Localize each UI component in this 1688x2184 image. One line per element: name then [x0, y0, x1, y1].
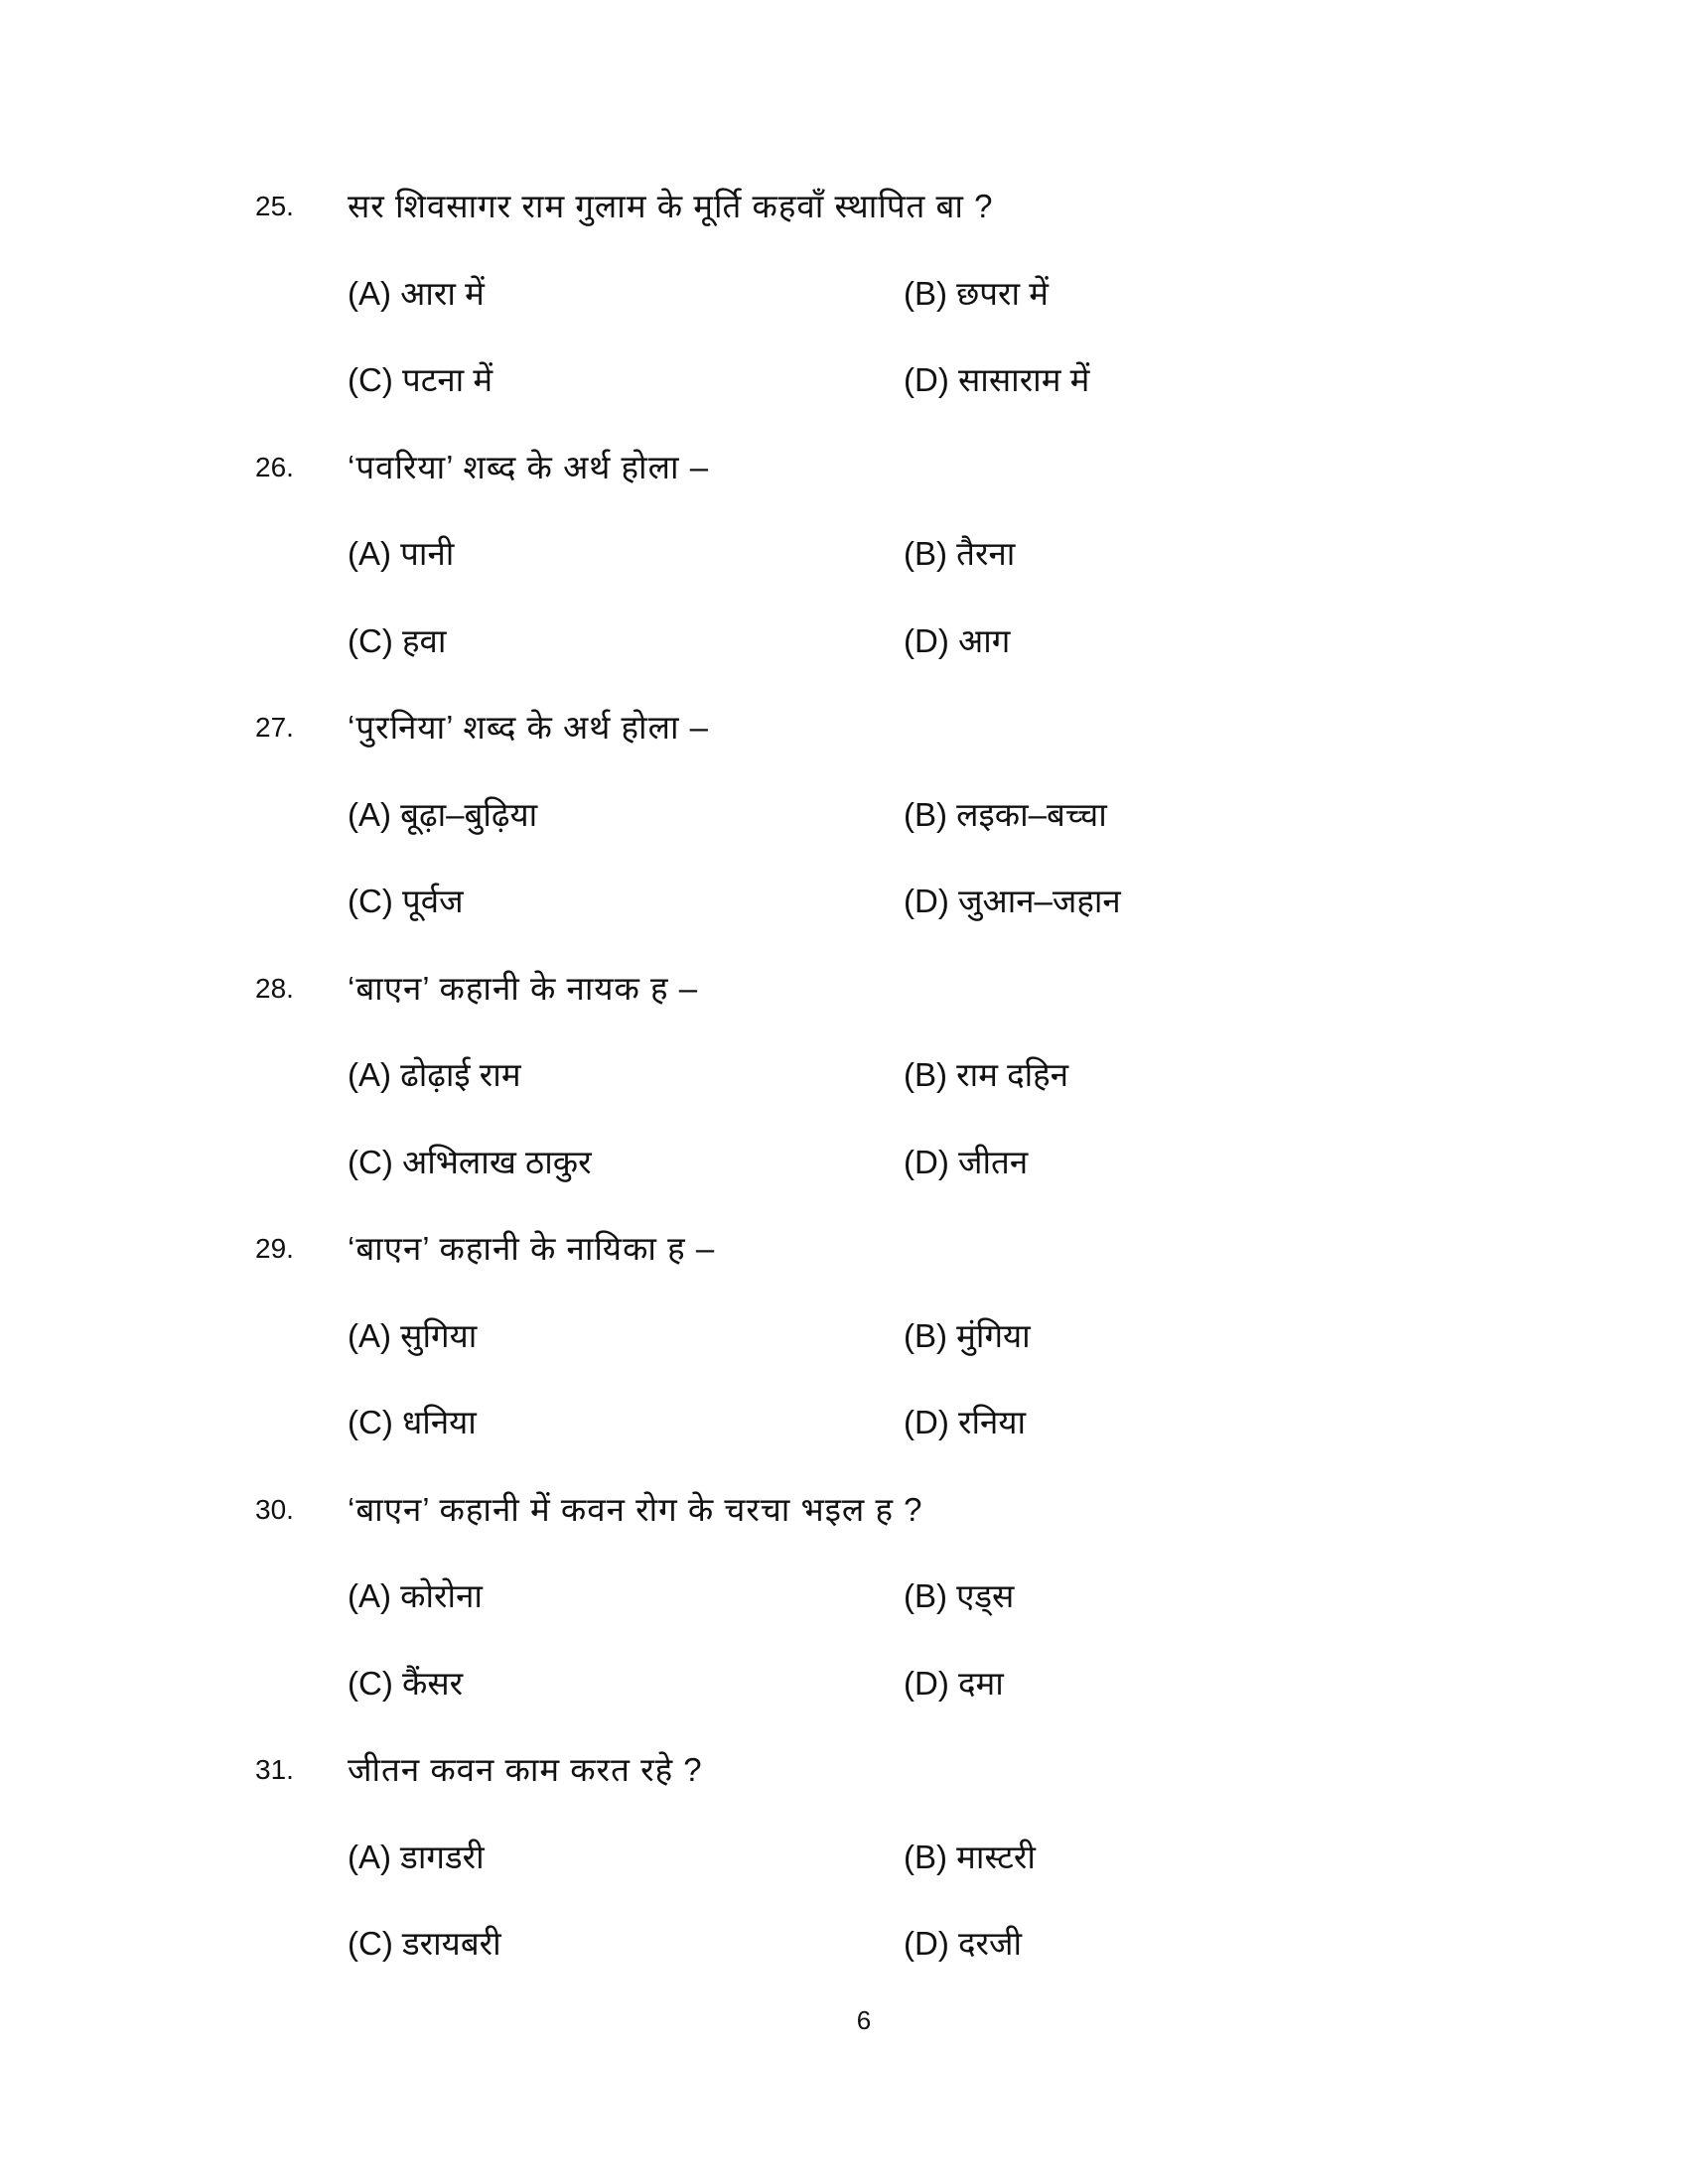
question-row — [0, 1466, 1688, 1554]
option-a: (A) आरा में — [348, 274, 485, 312]
question-block — [0, 684, 1688, 945]
option-d: (D) जुआन–जहान — [904, 883, 1121, 919]
option-d: (D) सासाराम में — [904, 361, 1090, 398]
option-a: (A) डागडरी — [348, 1838, 485, 1875]
question-number: 27. — [255, 712, 294, 743]
page-number: 6 — [856, 2005, 872, 2035]
question-block — [0, 1205, 1688, 1466]
option-a: (A) बूढ़ा–बुढ़िया — [348, 795, 538, 833]
question-text: ‘बाएन’ कहानी के नायक ह – — [348, 969, 699, 1007]
option-d: (D) जीतन — [904, 1143, 1029, 1180]
question-number: 31. — [255, 1754, 294, 1785]
question-text: ‘पवरिया’ शब्द के अर्थ होला – — [348, 448, 710, 485]
option-a: (A) ढोढ़ाई राम — [348, 1056, 521, 1093]
option-b: (B) मास्टरी — [904, 1838, 1036, 1875]
question-row — [0, 1205, 1688, 1293]
options-row — [0, 771, 1688, 859]
question-text: सर शिवसागर राम गुलाम के मूर्ति कहवाँ स्थापित बा ? — [348, 188, 994, 224]
option-c: (C) पटना में — [348, 361, 493, 398]
question-block — [0, 163, 1688, 424]
question-row — [0, 163, 1688, 250]
question-number: 26. — [255, 451, 294, 482]
option-c: (C) धनिया — [348, 1404, 477, 1440]
option-b: (B) लइका–बच्चा — [904, 795, 1107, 833]
question-row — [0, 684, 1688, 771]
option-d: (D) रनिया — [904, 1404, 1027, 1440]
question-text: ‘पुरनिया’ शब्द के अर्थ होला – — [348, 709, 710, 746]
question-row — [0, 1726, 1688, 1814]
question-block — [0, 1466, 1688, 1727]
question-row — [0, 424, 1688, 511]
option-b: (B) तैरना — [904, 535, 1016, 572]
options-row — [0, 1293, 1688, 1380]
question-number: 25. — [255, 191, 294, 221]
question-block — [0, 1726, 1688, 1987]
option-c: (C) पूर्वज — [348, 883, 464, 919]
options-row — [0, 858, 1688, 945]
option-b: (B) एड्स — [904, 1577, 1015, 1614]
options-row — [0, 510, 1688, 598]
option-c: (C) अभिलाख ठाकुर — [348, 1143, 592, 1180]
option-a: (A) कोरोना — [348, 1577, 483, 1614]
options-row — [0, 598, 1688, 685]
question-number: 28. — [255, 972, 294, 1004]
option-b: (B) छपरा में — [904, 274, 1049, 312]
question-text: ‘बाएन’ कहानी में कवन रोग के चरचा भइल ह ? — [348, 1490, 923, 1528]
option-a: (A) सुगिया — [348, 1316, 478, 1354]
option-d: (D) दमा — [904, 1664, 1004, 1702]
options-row — [0, 1031, 1688, 1119]
question-number: 29. — [255, 1233, 294, 1264]
options-row — [0, 1379, 1688, 1466]
option-a: (A) पानी — [348, 535, 455, 572]
option-b: (B) राम दहिन — [904, 1056, 1069, 1093]
question-text: ‘बाएन’ कहानी के नायिका ह – — [348, 1230, 716, 1267]
option-d: (D) दरजी — [904, 1925, 1023, 1962]
options-row — [0, 1814, 1688, 1901]
options-row — [0, 1119, 1688, 1206]
option-d: (D) आग — [904, 621, 1011, 659]
question-number: 30. — [255, 1493, 294, 1525]
options-row — [0, 1640, 1688, 1727]
question-text: जीतन कवन काम करत रहे ? — [348, 1751, 703, 1788]
question-list — [0, 163, 1688, 1987]
options-row — [0, 337, 1688, 424]
option-c: (C) कैंसर — [348, 1664, 464, 1702]
options-row — [0, 250, 1688, 338]
question-block — [0, 424, 1688, 685]
option-c: (C) डरायबरी — [348, 1925, 501, 1962]
question-block — [0, 945, 1688, 1206]
options-row — [0, 1553, 1688, 1640]
options-row — [0, 1900, 1688, 1987]
option-c: (C) हवा — [348, 621, 447, 659]
option-b: (B) मुंगिया — [904, 1316, 1031, 1354]
question-row — [0, 945, 1688, 1032]
